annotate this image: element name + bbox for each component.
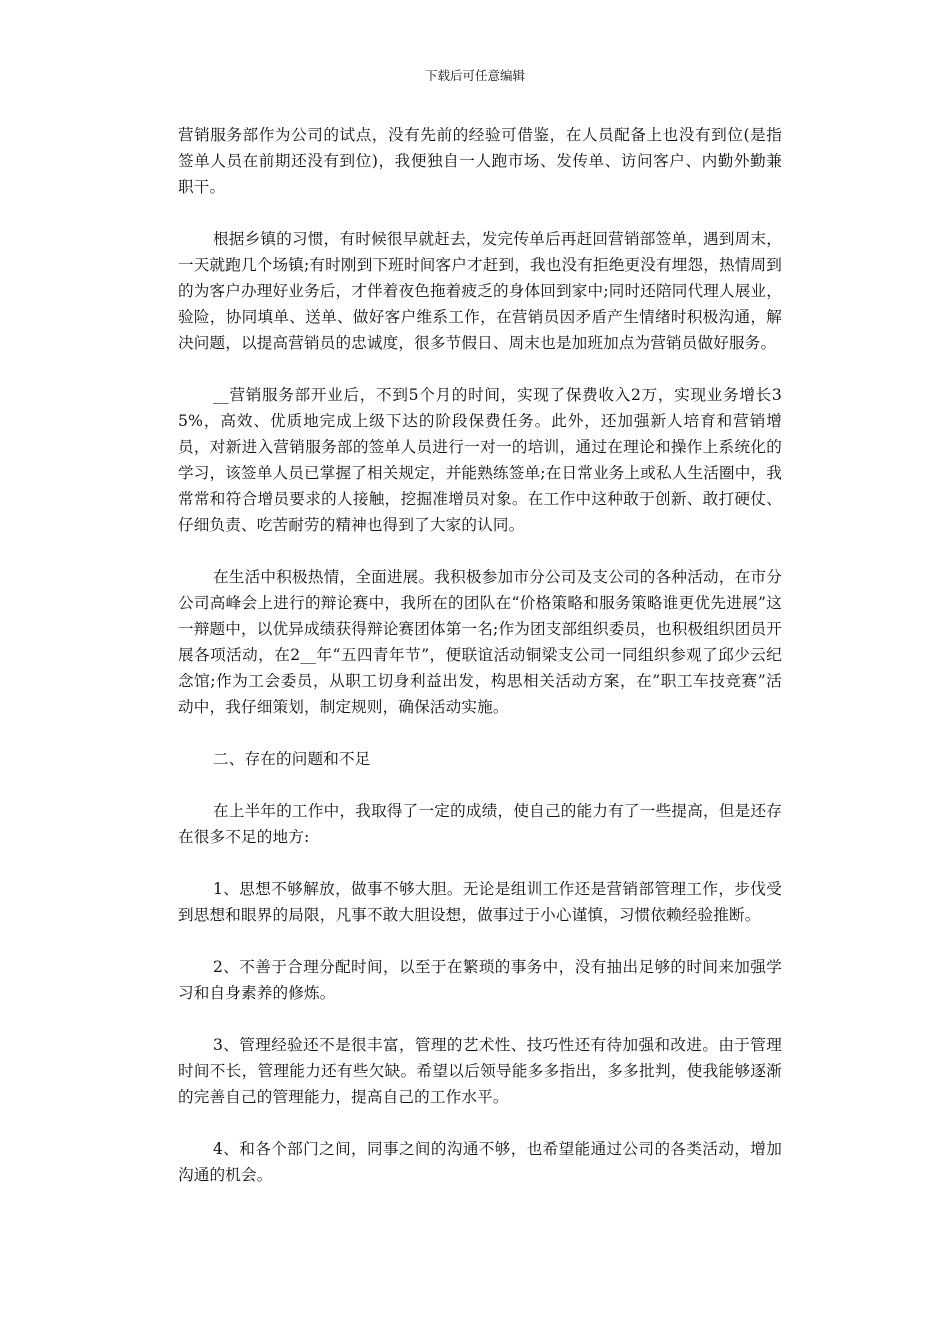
list-item-problem-4: 4、和各个部门之间，同事之间的沟通不够，也希望能通过公司的各类活动，增加沟通的机会。 xyxy=(178,1140,782,1184)
list-item-problem-2: 2、不善于合理分配时间，以至于在繁琐的事务中，没有抽出足够的时间来加强学习和自身素养的修炼。 xyxy=(178,958,782,1002)
list-item-problem-3: 3、管理经验还不是很丰富，管理的艺术性、技巧性还有待加强和改进。由于管理时间不长，管理能力还有些欠缺。希望以后领导能多多指出，多多批判，使我能够逐渐的完善自己的管理能力，提高自己的工作水平。 xyxy=(178,1036,782,1106)
paragraph-township-work: 根据乡镇的习惯，有时候很早就赶去，发完传单后再赶回营销部签单，遇到周末，一天就跑几个场镇;有时刚到下班时间客户才赶到，我也没有拒绝更没有埋怨，热情周到的为客户办理好业务后，才伴着夜色拖着疲乏的身体回到家中;同时还陪同代理人展业，验险，协同填单、送单、做好客户维系工作，在营销员因矛盾产生情绪时积极沟通，解决问题，以提高营销员的忠诚度，很多节假日、周末也是加班加点为营销员做好服务。 xyxy=(178,230,782,352)
paragraph-activities: 在生活中积极热情，全面进展。我积极参加市分公司及支公司的各种活动，在市分公司高峰会上进行的辩论赛中，我所在的团队在“价格策略和服务策略谁更优先进展”这一辩题中，以优异成绩获得辩论赛团体第一名;作为团支部组织委员，也积极组织团员开展各项活动，在2__年“五四青年节”，便联谊活动铜梁支公司一同组织参观了邱少云纪念馆;作为工会委员，从职工切身利益出发，构思相关活动方案，在”职工车技竞赛”活动中，我仔细策划，制定规则，确保活动实施。 xyxy=(178,568,782,716)
list-item-problem-1: 1、思想不够解放，做事不够大胆。无论是组训工作还是营销部管理工作，步伐受到思想和眼界的局限，凡事不敢大胆设想，做事过于小心谨慎，习惯依赖经验推断。 xyxy=(178,880,782,924)
paragraph-business-results: __营销服务部开业后，不到5个月的时间，实现了保费收入2万，实现业务增长35%，高效、优质地完成上级下达的阶段保费任务。此外，还加强新人培育和营销增员，对新进入营销服务部的签单人员进行一对一的培训，通过在理论和操作上系统化的学习，该签单人员已掌握了相关规定，并能熟练签单;在日常业务上或私人生活圈中，我常常和符合增员要求的人接触，挖掘准增员对象。在工作中这种敢于创新、敢打硬仗、仔细负责、吃苦耐劳的精神也得到了大家的认同。 xyxy=(178,386,782,534)
page-header: 下载后可任意编辑 xyxy=(424,68,525,83)
document-body xyxy=(178,122,782,1214)
section-heading-problems: 二、存在的问题和不足 xyxy=(213,750,371,768)
paragraph-problems-intro: 在上半年的工作中，我取得了一定的成绩，使自己的能力有了一些提高，但是还存在很多不足的地方: xyxy=(178,802,782,846)
paragraph-intro: 营销服务部作为公司的试点，没有先前的经验可借鉴，在人员配备上也没有到位(是指签单人员在前期还没有到位)，我便独自一人跑市场、发传单、访问客户、内勤外勤兼职干。 xyxy=(178,126,782,196)
